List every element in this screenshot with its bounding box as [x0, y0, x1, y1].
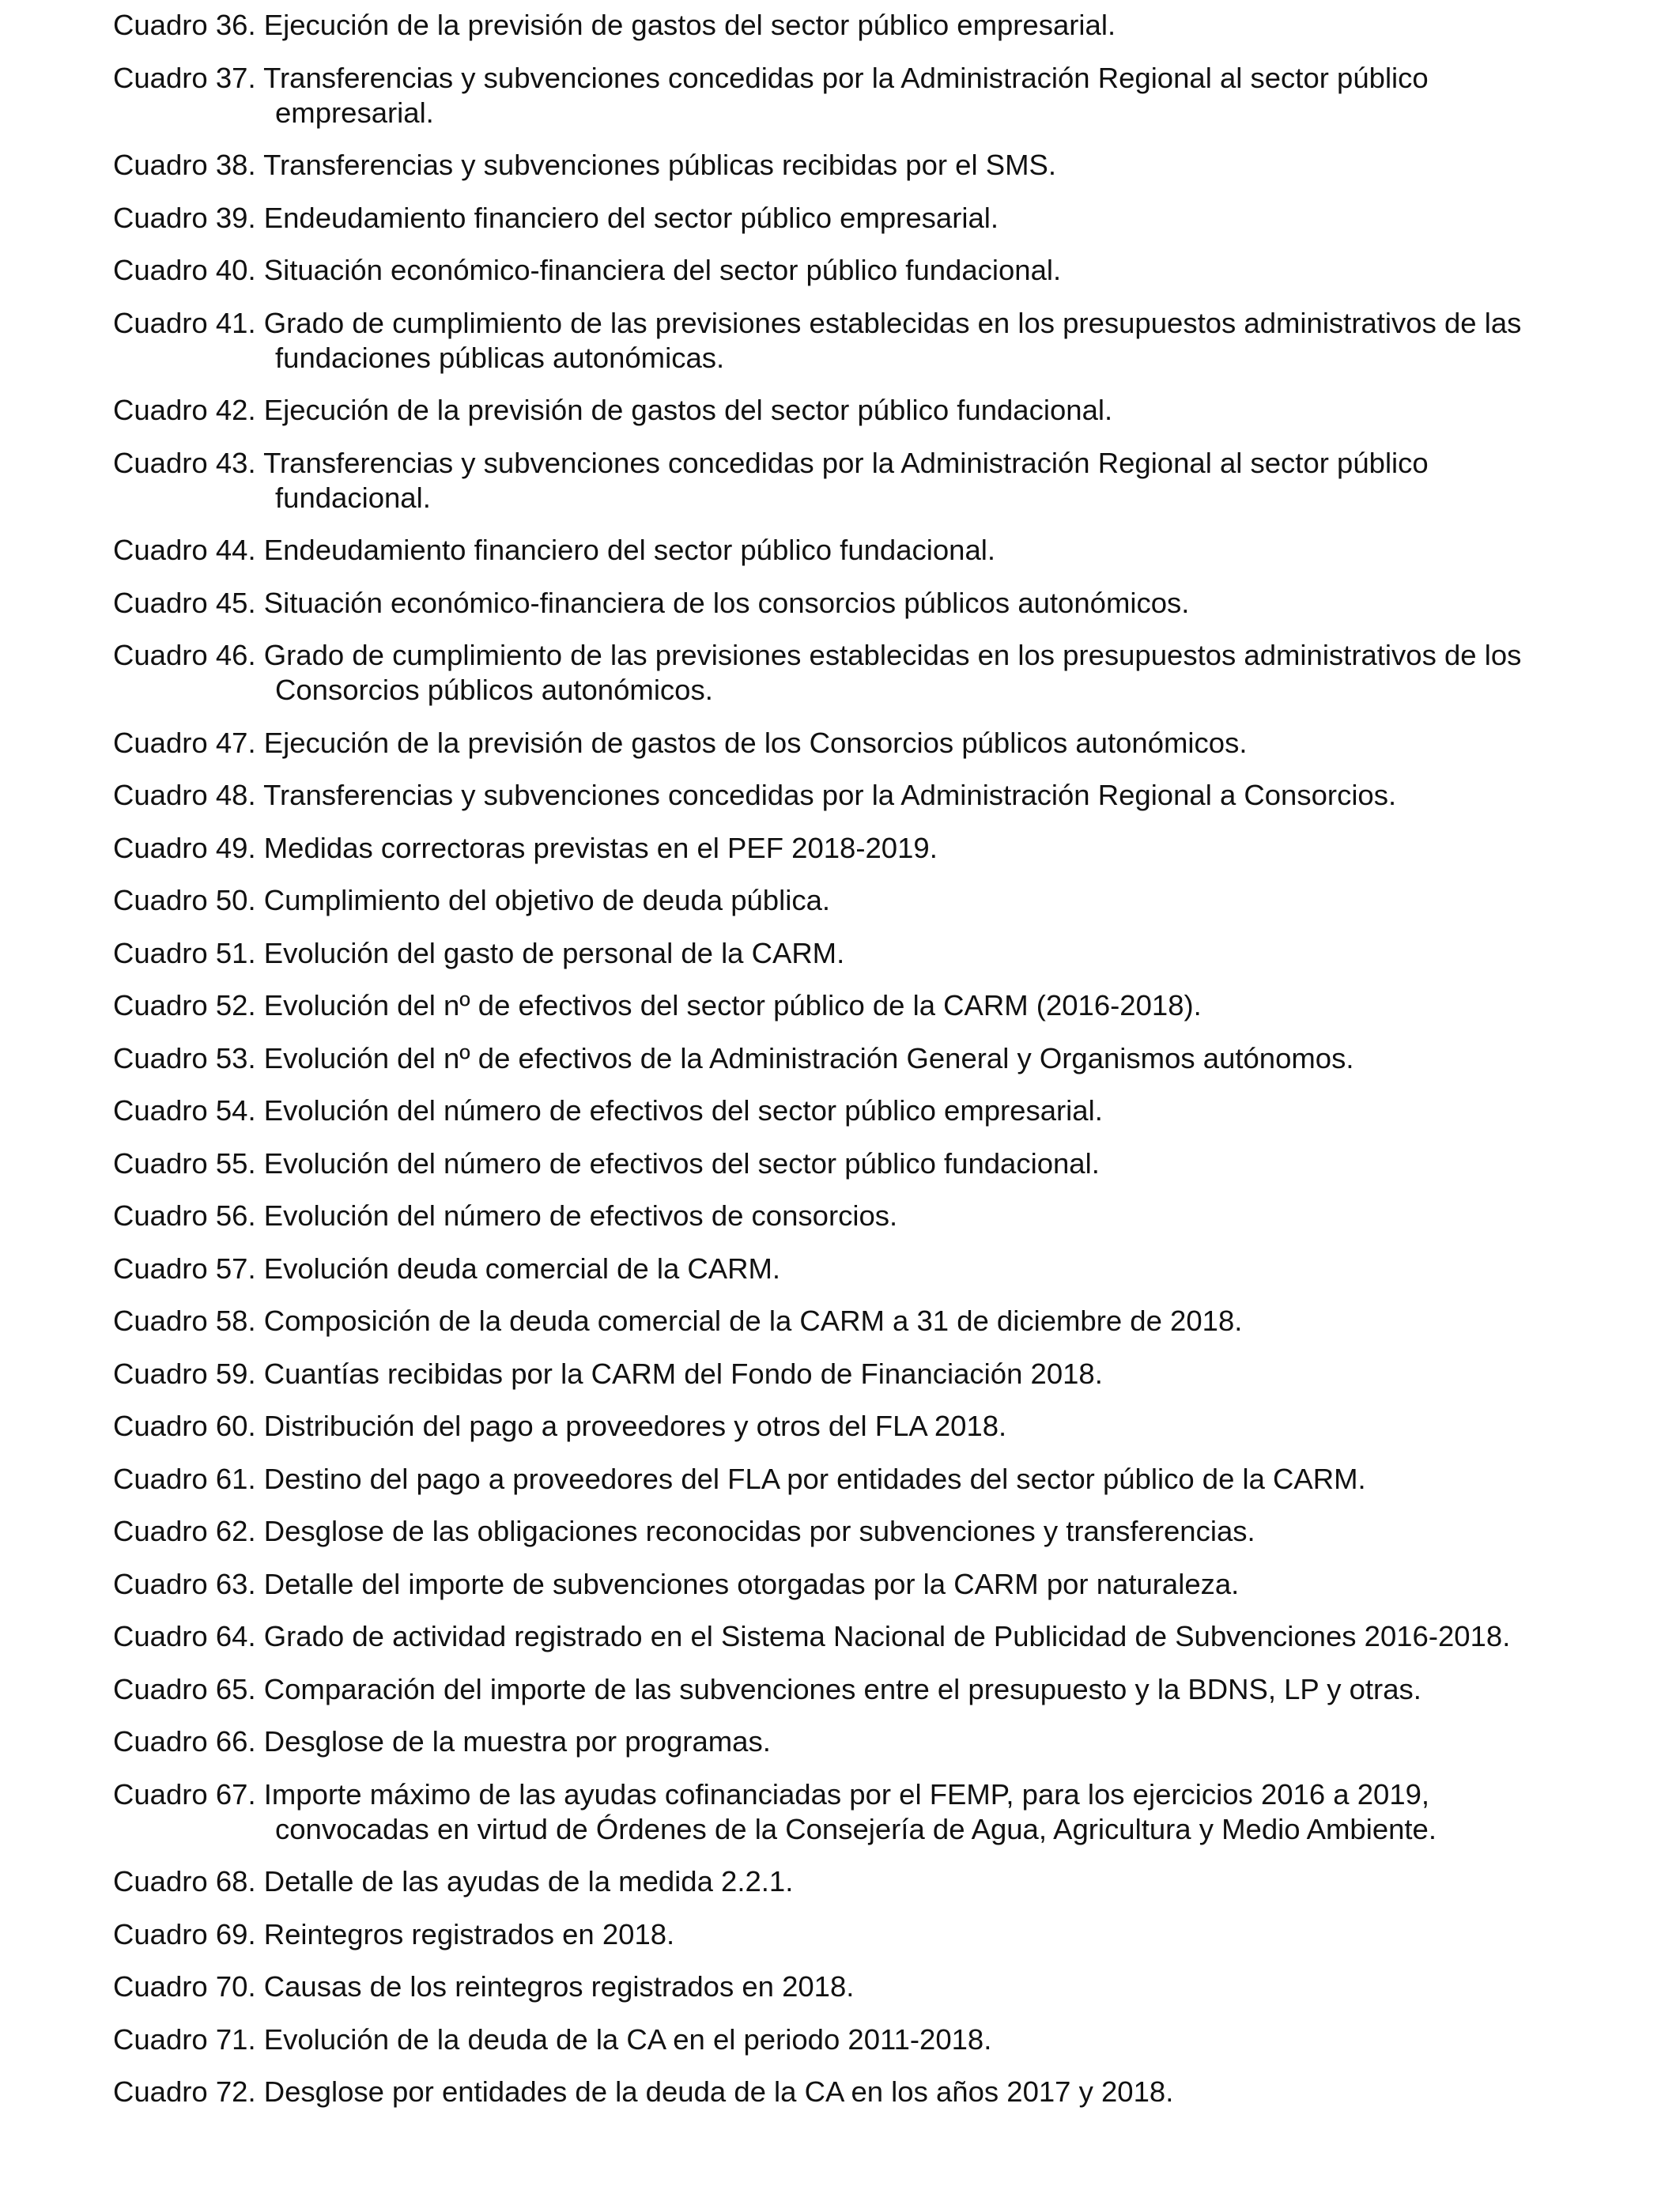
table-title: Transferencias y subvenciones concedidas por la Administración Regional a Consorcios. [263, 779, 1397, 811]
list-item [113, 306, 1536, 376]
list-item [113, 638, 1536, 708]
table-number: Cuadro 49. [113, 831, 256, 864]
table-title: Transferencias y subvenciones concedidas por la Administración Regional al sector público fundacional. [263, 446, 1429, 514]
table-number: Cuadro 37. [113, 61, 256, 94]
list-item [113, 1304, 1536, 1339]
list-item [113, 2022, 1536, 2057]
table-number: Cuadro 51. [113, 936, 256, 969]
table-number: Cuadro 65. [113, 1672, 256, 1705]
table-number: Cuadro 56. [113, 1199, 256, 1232]
list-item [113, 1724, 1536, 1759]
table-number: Cuadro 58. [113, 1305, 256, 1337]
table-title: Detalle del importe de subvenciones otorgadas por la CARM por naturaleza. [263, 1567, 1240, 1600]
table-title: Evolución de la deuda de la CA en el periodo 2011-2018. [263, 2022, 992, 2056]
table-number: Cuadro 53. [113, 1041, 256, 1074]
table-number: Cuadro 61. [113, 1462, 256, 1495]
table-number: Cuadro 67. [113, 1777, 256, 1811]
table-number: Cuadro 55. [113, 1146, 256, 1180]
table-number: Cuadro 46. [113, 639, 256, 671]
table-number: Cuadro 39. [113, 201, 256, 234]
list-item [113, 1777, 1536, 1847]
table-title: Detalle de las ayudas de la medida 2.2.1. [263, 1865, 794, 1898]
table-number: Cuadro 66. [113, 1725, 256, 1758]
table-number: Cuadro 36. [113, 9, 256, 41]
table-title: Cuantías recibidas por la CARM del Fondo de Financiación 2018. [263, 1357, 1103, 1390]
table-number: Cuadro 38. [113, 149, 256, 181]
list-item [113, 8, 1536, 43]
table-title: Causas de los reintegros registrados en 2018. [263, 1970, 855, 2003]
table-list [113, 8, 1536, 2128]
list-item [113, 253, 1536, 288]
list-item [113, 936, 1536, 971]
table-title: Evolución del nº de efectivos de la Administración General y Organismos autónomos. [263, 1041, 1354, 1074]
table-number: Cuadro 59. [113, 1357, 256, 1390]
list-item [113, 1146, 1536, 1181]
list-item [113, 1969, 1536, 2004]
list-item [113, 1357, 1536, 1392]
table-title: Evolución del número de efectivos del sector público empresarial. [263, 1094, 1103, 1127]
table-title: Composición de la deuda comercial de la CARM a 31 de diciembre de 2018. [263, 1305, 1243, 1337]
table-number: Cuadro 52. [113, 989, 256, 1021]
table-number: Cuadro 45. [113, 586, 256, 619]
table-title: Medidas correctoras previstas en el PEF 2018-2019. [263, 831, 938, 864]
list-item [113, 586, 1536, 621]
table-title: Endeudamiento financiero del sector público empresarial. [263, 201, 999, 234]
table-number: Cuadro 48. [113, 779, 256, 811]
table-number: Cuadro 47. [113, 726, 256, 759]
table-number: Cuadro 68. [113, 1865, 256, 1898]
list-item [113, 1252, 1536, 1286]
list-item [113, 533, 1536, 568]
table-number: Cuadro 40. [113, 254, 256, 286]
list-item [113, 1093, 1536, 1128]
table-title: Evolución del número de efectivos del sector público fundacional. [263, 1146, 1100, 1180]
table-number: Cuadro 69. [113, 1917, 256, 1950]
table-title: Comparación del importe de las subvenciones entre el presupuesto y la BDNS, LP y otras. [263, 1672, 1421, 1705]
table-number: Cuadro 54. [113, 1094, 256, 1127]
list-item [113, 1199, 1536, 1233]
list-item [113, 988, 1536, 1023]
list-item [113, 1041, 1536, 1076]
list-item [113, 883, 1536, 918]
list-item [113, 726, 1536, 761]
table-title: Evolución del nº de efectivos del sector público de la CARM (2016-2018). [263, 989, 1202, 1021]
table-number: Cuadro 72. [113, 2075, 256, 2108]
table-title: Grado de cumplimiento de las previsiones establecidas en los presupuestos administrativos de las fundaciones públicas autonómicas. [263, 306, 1522, 374]
list-item [113, 1462, 1536, 1497]
table-title: Ejecución de la previsión de gastos de los Consorcios públicos autonómicos. [263, 726, 1248, 759]
table-title: Reintegros registrados en 2018. [263, 1917, 675, 1950]
table-title: Ejecución de la previsión de gastos del sector público empresarial. [263, 9, 1116, 41]
list-item [113, 393, 1536, 428]
table-title: Evolución del número de efectivos de consorcios. [263, 1199, 898, 1232]
table-number: Cuadro 43. [113, 446, 256, 479]
table-number: Cuadro 60. [113, 1410, 256, 1442]
table-title: Transferencias y subvenciones concedidas por la Administración Regional al sector público empresarial. [263, 61, 1429, 129]
table-title: Endeudamiento financiero del sector público fundacional. [263, 534, 996, 566]
table-number: Cuadro 57. [113, 1252, 256, 1285]
table-title: Desglose de la muestra por programas. [263, 1725, 771, 1758]
list-item [113, 1619, 1536, 1654]
table-number: Cuadro 50. [113, 884, 256, 916]
table-number: Cuadro 41. [113, 306, 256, 339]
list-item [113, 1514, 1536, 1549]
list-item [113, 831, 1536, 866]
table-title: Ejecución de la previsión de gastos del sector público fundacional. [263, 394, 1113, 426]
table-number: Cuadro 64. [113, 1620, 256, 1652]
table-number: Cuadro 44. [113, 534, 256, 566]
table-title: Situación económico-financiera del sector público fundacional. [263, 254, 1062, 286]
list-item [113, 1864, 1536, 1899]
table-title: Evolución del gasto de personal de la CARM. [263, 936, 845, 969]
table-number: Cuadro 62. [113, 1515, 256, 1547]
table-title: Evolución deuda comercial de la CARM. [263, 1252, 781, 1285]
table-title: Desglose de las obligaciones reconocidas por subvenciones y transferencias. [263, 1515, 1255, 1547]
list-item [113, 1567, 1536, 1602]
table-title: Cumplimiento del objetivo de deuda pública. [263, 884, 831, 916]
table-number: Cuadro 63. [113, 1567, 256, 1600]
table-title: Distribución del pago a proveedores y otros del FLA 2018. [263, 1410, 1007, 1442]
list-item [113, 446, 1536, 515]
list-item [113, 778, 1536, 813]
list-item [113, 61, 1536, 130]
list-item [113, 1409, 1536, 1444]
list-item [113, 2075, 1536, 2109]
list-item [113, 148, 1536, 183]
table-title: Desglose por entidades de la deuda de la CA en los años 2017 y 2018. [263, 2075, 1174, 2108]
list-item [113, 1672, 1536, 1707]
table-title: Importe máximo de las ayudas cofinanciadas por el FEMP, para los ejercicios 2016 a 2019, convocadas en virtud de Órdenes de la Consejería de Agua, Agricultura y Medio Ambiente. [263, 1777, 1437, 1845]
table-number: Cuadro 70. [113, 1970, 256, 2003]
table-title: Grado de actividad registrado en el Sistema Nacional de Publicidad de Subvenciones 2016-2018. [263, 1620, 1511, 1652]
table-number: Cuadro 42. [113, 394, 256, 426]
table-title: Situación económico-financiera de los consorcios públicos autonómicos. [263, 586, 1190, 619]
table-title: Grado de cumplimiento de las previsiones establecidas en los presupuestos administrativos de los Consorcios públicos autonómicos. [263, 639, 1522, 706]
list-item [113, 201, 1536, 236]
table-number: Cuadro 71. [113, 2022, 256, 2056]
table-title: Destino del pago a proveedores del FLA por entidades del sector público de la CARM. [263, 1462, 1366, 1495]
list-item [113, 1917, 1536, 1952]
table-title: Transferencias y subvenciones públicas recibidas por el SMS. [263, 149, 1056, 181]
